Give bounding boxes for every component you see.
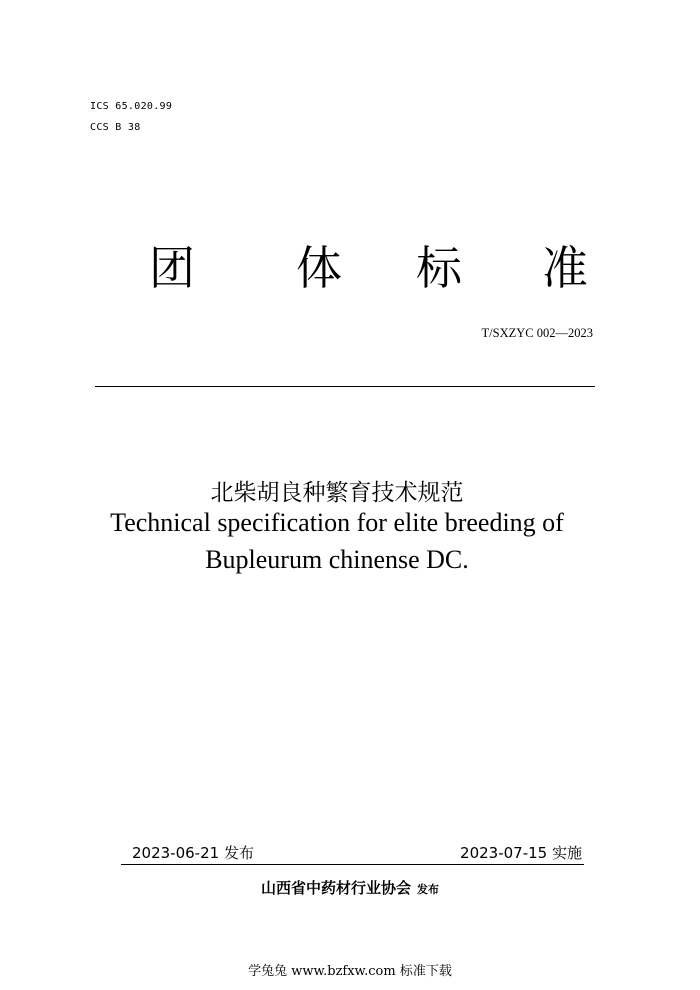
top-divider — [95, 386, 595, 387]
standard-number: T/SXZYC 002—2023 — [481, 326, 593, 340]
ccs-code: CCS B 38 — [90, 122, 141, 133]
publisher-suffix: 发布 — [417, 883, 439, 896]
standard-type-char-2: 体 — [296, 241, 342, 295]
bottom-divider — [121, 864, 584, 865]
publisher — [0, 877, 700, 898]
footer-watermark: 学兔兔 www.bzfxw.com 标准下载 — [248, 964, 452, 979]
publisher-name: 山西省中药材行业协会 — [260, 879, 411, 897]
title-english-line-1: Technical specification for elite breeding of — [110, 508, 564, 537]
publish-date: 2023-06-21 发布 — [132, 844, 254, 862]
standard-type-char-1: 团 — [149, 241, 195, 295]
standard-type-char-4: 准 — [542, 241, 588, 295]
standard-type-char-3: 标 — [416, 241, 462, 295]
title-chinese: 北柴胡良种繁育技术规范 — [210, 480, 464, 506]
ics-code: ICS 65.020.99 — [90, 101, 173, 112]
implement-date: 2023-07-15 实施 — [460, 844, 582, 862]
title-english-line-2: Bupleurum chinense DC. — [205, 545, 469, 574]
